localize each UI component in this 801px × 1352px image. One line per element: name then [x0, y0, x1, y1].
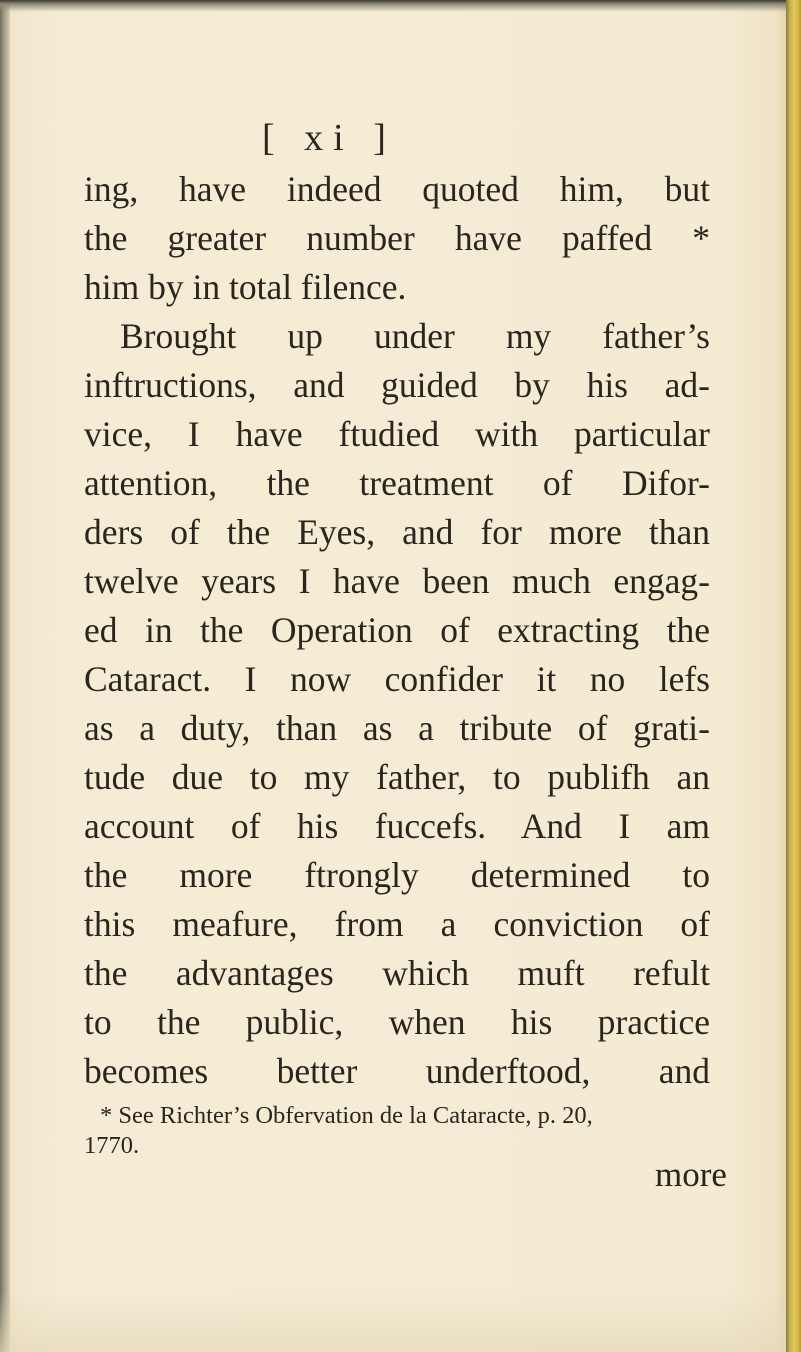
text-line: as a duty, than as a tribute of grati-	[84, 708, 710, 748]
text-line: becomes better underftood, and	[84, 1051, 710, 1091]
top-page-shadow	[0, 0, 786, 12]
binding-gutter	[0, 0, 10, 1352]
text-line: ders of the Eyes, and for more than	[84, 512, 710, 552]
footnote-line: 1770.	[84, 1132, 140, 1159]
text-line: twelve years I have been much engag-	[84, 561, 710, 601]
footnote-line: * See Richter’s Obfervation de la Cataracte, p. 20,	[100, 1102, 593, 1129]
text-line: ing, have indeed quoted him, but	[84, 169, 710, 209]
text-line: ed in the Operation of extracting the	[84, 610, 710, 650]
text-line: the advantages which muft refult	[84, 953, 710, 993]
text-line: this meafure, from a conviction of	[84, 904, 710, 944]
text-line: account of his fuccefs. And I am	[84, 806, 710, 846]
text-line: Brought up under my father’s	[120, 316, 710, 356]
text-line: Cataract. I now confider it no lefs	[84, 659, 710, 699]
text-line: the greater number have paffed *	[84, 218, 710, 258]
text-line: inftructions, and guided by his ad-	[84, 365, 710, 405]
gilt-page-edge	[786, 0, 801, 1352]
text-line: attention, the treatment of Difor-	[84, 463, 710, 503]
bottom-page-tint	[0, 1290, 786, 1352]
text-line: him by in total filence.	[84, 267, 407, 307]
running-head: [ xi ]	[262, 117, 396, 159]
text-line: the more ftrongly determined to	[84, 855, 710, 895]
text-line: tude due to my father, to publifh an	[84, 757, 710, 797]
text-line: to the public, when his practice	[84, 1002, 710, 1042]
text-line: vice, I have ftudied with particular	[84, 414, 710, 454]
catchword: more	[655, 1155, 727, 1194]
